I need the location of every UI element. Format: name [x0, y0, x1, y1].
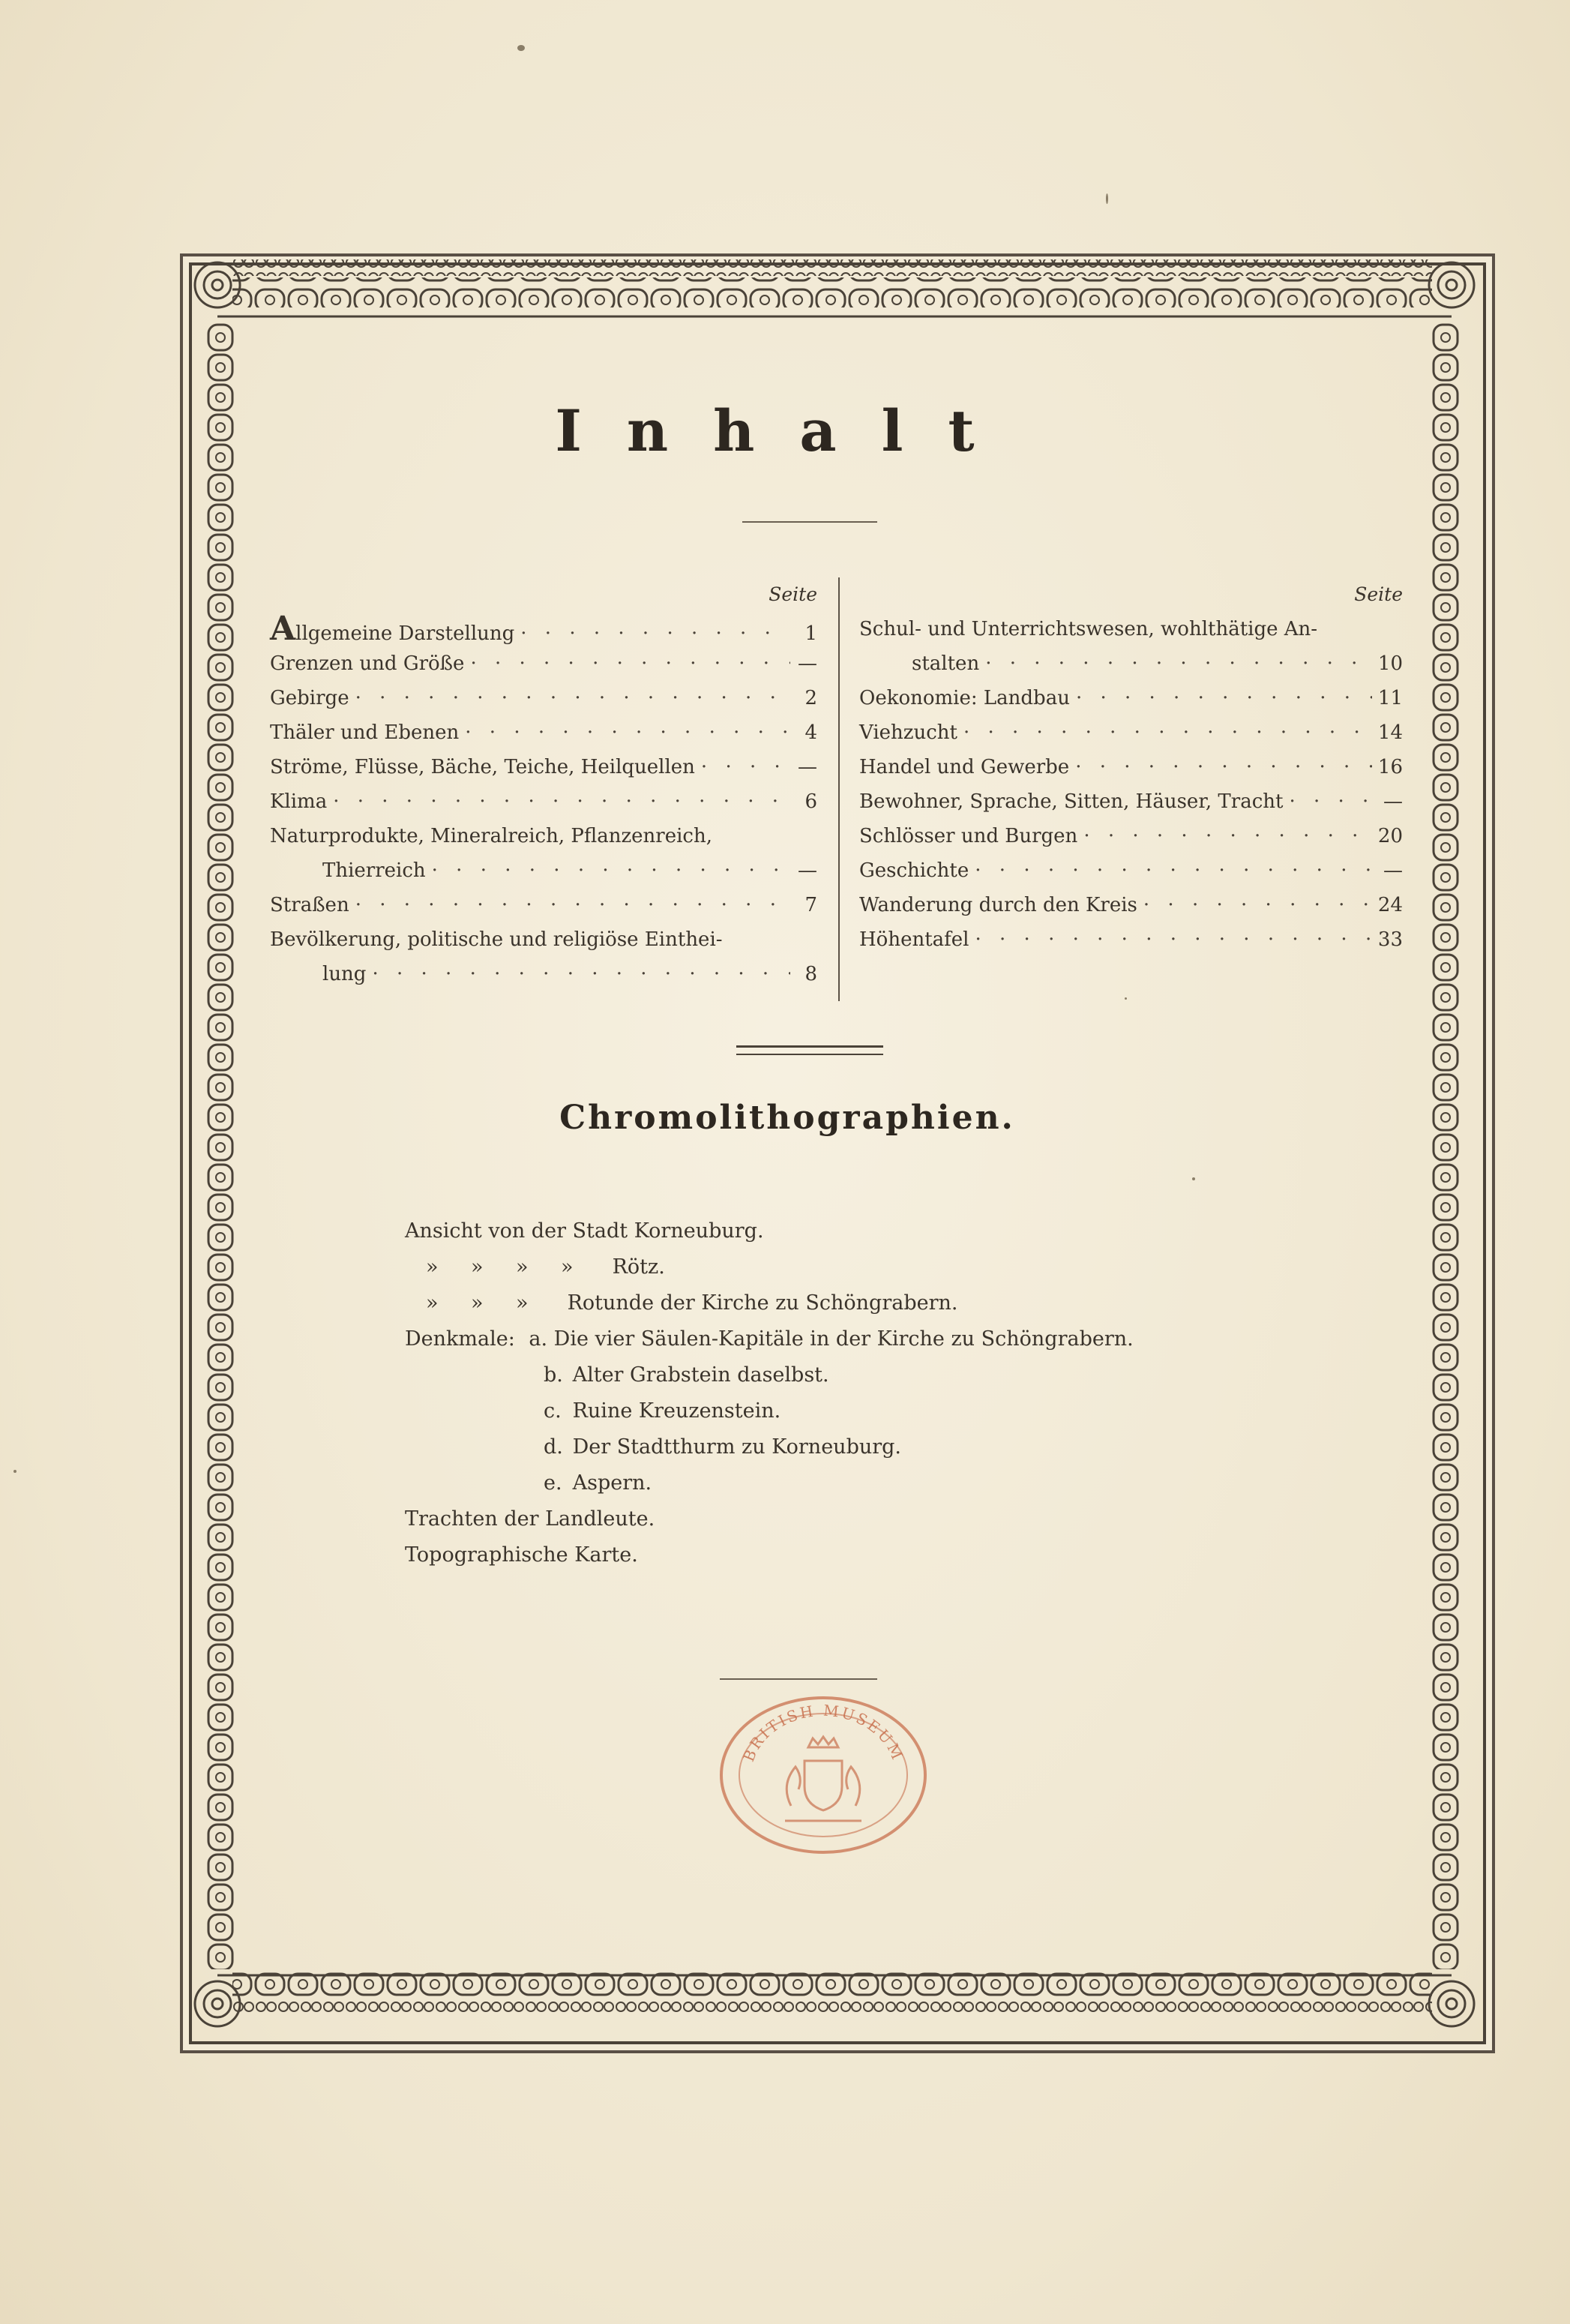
- toc-leader-dots: [963, 715, 1372, 750]
- ditto-mark: »: [471, 1255, 484, 1279]
- toc-entry-label: [859, 784, 1283, 819]
- toc-entry: [859, 646, 1403, 681]
- toc-entry: [270, 612, 817, 646]
- toc-entry: [270, 957, 817, 991]
- toc-page-number: —: [1383, 859, 1403, 882]
- toc-entry-text: Klima: [270, 790, 328, 813]
- toc-entry-text: Schul- und Unterrichtswesen, wohlthätige An-: [859, 618, 1318, 640]
- list-item-text: Rötz.: [612, 1255, 665, 1279]
- ditto-mark: »: [471, 1291, 484, 1315]
- list-item: Trachten der Landleute.: [405, 1507, 655, 1531]
- toc-page-number: —: [798, 652, 817, 675]
- toc-entry: [270, 750, 817, 784]
- list-item-text: Rotunde der Kirche zu Schöngrabern.: [567, 1291, 958, 1315]
- toc-entry-text: Ströme, Flüsse, Bäche, Teiche, Heilquellen: [270, 756, 695, 778]
- denkmale-label: Denkmale:: [405, 1327, 515, 1351]
- toc-entry-text: Viehzucht: [859, 721, 957, 744]
- toc-entry: [859, 681, 1403, 715]
- denkmal-text: Ruine Kreuzenstein.: [572, 1399, 781, 1423]
- toc-entry: [270, 715, 817, 750]
- toc-leader-dots: [432, 853, 790, 888]
- toc-entry-text: Schlösser und Burgen: [859, 825, 1078, 847]
- toc-leader-dots: [1289, 784, 1376, 819]
- section-double-rule: [736, 1045, 883, 1055]
- list-item: Ansicht von der Stadt Korneuburg.: [405, 1219, 764, 1243]
- toc-entry-label: [270, 888, 349, 922]
- page-title: Inhalt: [555, 397, 1020, 464]
- toc-entry: [270, 819, 817, 853]
- toc-entry-label: [270, 957, 366, 991]
- stamp-text: BRITISH MUSEUM: [739, 1701, 907, 1765]
- list-item: [405, 1465, 1305, 1501]
- toc-entry: [270, 646, 817, 681]
- left-ornament-border: [204, 322, 240, 1969]
- toc-left-column: [270, 577, 817, 991]
- title-rule: [742, 521, 877, 523]
- ditto-mark: »: [426, 1291, 439, 1315]
- toc-page-number: —: [798, 756, 817, 778]
- top-ornament-border: [187, 255, 1482, 322]
- toc-page-number: 7: [804, 894, 817, 916]
- toc-page-number: 11: [1377, 687, 1403, 709]
- column-divider: [838, 577, 840, 1001]
- bottom-ornament-border: [187, 1969, 1482, 2038]
- toc-leader-dots: [1075, 750, 1372, 784]
- toc-entry-label: [270, 715, 459, 750]
- toc-entry: [270, 922, 817, 957]
- toc-entry: [270, 784, 817, 819]
- toc-entry-label: [270, 922, 723, 957]
- toc-entry-text: Geschichte: [859, 859, 969, 882]
- toc-entry-text: Thäler und Ebenen: [270, 721, 460, 744]
- toc-page-number: —: [798, 859, 817, 882]
- list-item: [405, 1321, 1305, 1357]
- toc-entry-text: Bewohner, Sprache, Sitten, Häuser, Tracht: [859, 790, 1284, 813]
- toc-entry-label: [859, 888, 1137, 922]
- toc-entry-text: Höhentafel: [859, 928, 969, 951]
- toc-entry-label: [270, 750, 695, 784]
- toc-entry: [270, 853, 817, 888]
- toc-entry: [859, 715, 1403, 750]
- denkmal-letter: c.: [544, 1399, 562, 1423]
- toc-entry-label: [859, 819, 1077, 853]
- toc-entry-label: [859, 853, 969, 888]
- right-ornament-border: [1429, 322, 1465, 1969]
- toc-entry-text: Bevölkerung, politische und religiöse Einthei-: [270, 928, 723, 951]
- toc-entry-label: [859, 750, 1069, 784]
- toc-entry: [270, 681, 817, 715]
- toc-entry: [859, 853, 1403, 888]
- toc-entry-label: [859, 681, 1070, 715]
- ditto-mark: »: [516, 1291, 529, 1315]
- toc-entry-label: [859, 715, 957, 750]
- toc-entry: [859, 612, 1403, 646]
- toc-entry-text: Oekonomie: Landbau: [859, 687, 1070, 709]
- toc-entry-label: [270, 819, 712, 853]
- denkmal-letter: b.: [544, 1363, 563, 1387]
- list-item: [405, 1285, 1305, 1321]
- crest-icon: [785, 1737, 861, 1821]
- toc-entry-text: stalten: [912, 652, 980, 675]
- toc-leader-dots: [333, 784, 790, 819]
- toc-entry: [859, 784, 1403, 819]
- denkmal-letter: d.: [544, 1435, 563, 1459]
- toc-entry-label: [859, 922, 969, 957]
- toc-page-number: 24: [1377, 894, 1403, 916]
- toc-entry-label: [270, 681, 349, 715]
- toc-entry-text: Straßen: [270, 894, 349, 916]
- toc-entry: [859, 888, 1403, 922]
- toc-leader-dots: [975, 922, 1371, 957]
- toc-entry-text: Wanderung durch den Kreis: [859, 894, 1137, 916]
- toc-left-header: Seite: [769, 583, 817, 605]
- toc-leader-dots: [1083, 819, 1372, 853]
- chromolithographien-list: [405, 1213, 1305, 1573]
- list-item: [405, 1357, 1305, 1393]
- toc-leader-dots: [985, 646, 1372, 681]
- toc-page-number: 8: [804, 963, 817, 985]
- toc-page-number: 2: [804, 687, 817, 709]
- toc-entry-label: [859, 612, 1317, 646]
- toc-entry: [859, 922, 1403, 957]
- toc-entry-text: lung: [322, 963, 367, 985]
- toc-page-number: 16: [1377, 756, 1403, 778]
- section-title: Chromolithographien.: [559, 1099, 1015, 1137]
- toc-leader-dots: [465, 715, 790, 750]
- toc-entry-text: Handel und Gewerbe: [859, 756, 1070, 778]
- list-item: [405, 1393, 1305, 1429]
- ditto-mark: »: [516, 1255, 529, 1279]
- toc-leader-dots: [355, 681, 790, 715]
- toc-page-number: 1: [804, 622, 817, 645]
- toc-page-number: 4: [804, 721, 817, 744]
- ditto-mark: »: [561, 1255, 574, 1279]
- toc-right-header: Seite: [1354, 583, 1403, 605]
- denkmal-text: Alter Grabstein daselbst.: [572, 1363, 829, 1387]
- list-item: Topographische Karte.: [405, 1543, 638, 1567]
- toc-entry-text: Gebirge: [270, 687, 349, 709]
- closing-rule: [720, 1678, 877, 1680]
- toc-entry-text: llgemeine Darstellung: [295, 622, 515, 645]
- toc-entry-text: Grenzen und Größe: [270, 652, 465, 675]
- toc-entry: [270, 888, 817, 922]
- toc-entry-label: [270, 784, 327, 819]
- list-item: [405, 1429, 1305, 1465]
- toc-entry-label: [270, 853, 426, 888]
- toc-entry: [859, 819, 1403, 853]
- toc-leader-dots: [975, 853, 1376, 888]
- toc-entry-label: [270, 646, 464, 681]
- list-item: [405, 1249, 1305, 1285]
- toc-page-number: 33: [1377, 928, 1403, 951]
- toc-page-number: —: [1383, 790, 1403, 813]
- denkmal-text: Aspern.: [572, 1471, 652, 1495]
- toc-leader-dots: [372, 957, 790, 991]
- ditto-mark: »: [426, 1255, 439, 1279]
- toc-leader-dots: [470, 646, 790, 681]
- toc-right-column: [859, 577, 1403, 957]
- toc-entry-text: Thierreich: [322, 859, 426, 882]
- toc-leader-dots: [1076, 681, 1372, 715]
- denkmal-letter: e.: [544, 1471, 562, 1495]
- toc-entry-text: Naturprodukte, Mineralreich, Pflanzenreich,: [270, 825, 713, 847]
- denkmal-letter: a.: [529, 1327, 548, 1351]
- toc-leader-dots: [355, 888, 790, 922]
- toc-entry-label: [859, 646, 979, 681]
- toc-page-number: 14: [1377, 721, 1403, 744]
- toc-initial: A: [270, 610, 296, 648]
- museum-stamp: [718, 1693, 929, 1857]
- toc-leader-dots: [1143, 888, 1372, 922]
- denkmal-text: Die vier Säulen-Kapitäle in der Kirche zu Schöngrabern.: [553, 1327, 1134, 1351]
- denkmal-text: Der Stadtthurm zu Korneuburg.: [572, 1435, 902, 1459]
- toc-entry: [859, 750, 1403, 784]
- toc-page-number: 20: [1377, 825, 1403, 847]
- toc-leader-dots: [701, 750, 790, 784]
- toc-entry-label: [270, 612, 514, 651]
- toc-page-number: 10: [1377, 652, 1403, 675]
- toc-page-number: 6: [804, 790, 817, 813]
